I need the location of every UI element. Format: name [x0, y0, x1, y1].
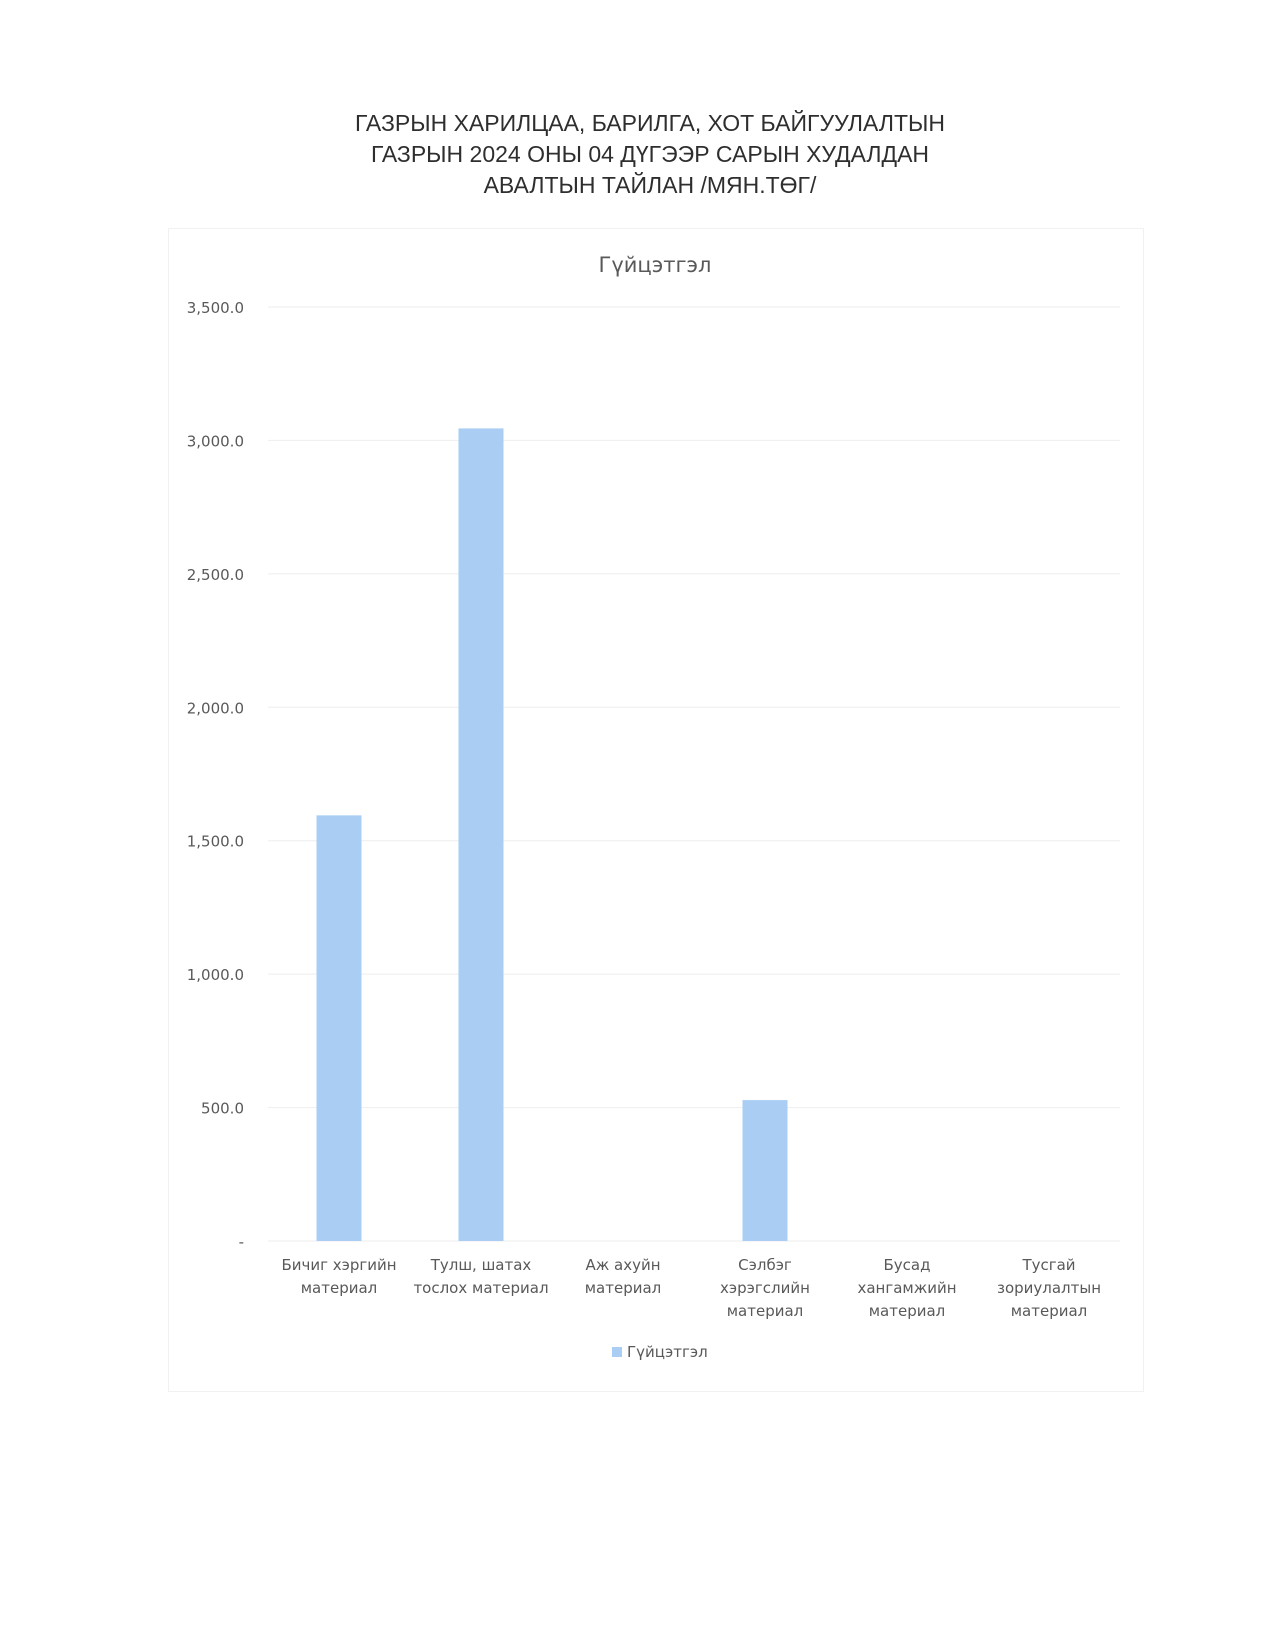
x-tick-label-line: тослох материал — [413, 1279, 549, 1297]
title-line-2: ГАЗРЫН 2024 ОНЫ 04 ДҮГЭЭР САРЫН ХУДАЛДАН — [370, 141, 930, 167]
x-tick-label-line: зориулалтын — [996, 1279, 1102, 1297]
x-tick-label-line: Аж ахуйн — [585, 1256, 661, 1274]
x-tick-label — [585, 1256, 662, 1297]
y-tick-label: 3,500.0 — [186, 299, 244, 317]
x-tick-label — [997, 1256, 1101, 1320]
x-tick-label-line: Тусгай — [1022, 1256, 1076, 1274]
y-tick-label: 3,000.0 — [186, 432, 244, 451]
x-tick-label-line: материал — [868, 1302, 946, 1320]
x-tick-label-line: материал — [300, 1279, 378, 1297]
y-tick-label: 500.0 — [201, 1099, 244, 1118]
legend-label: Гүйцэтгэл — [627, 1343, 708, 1361]
bar — [743, 1100, 788, 1241]
x-tick-label-line: хэрэгслийн — [720, 1279, 810, 1297]
title-line-1: ГАЗРЫН ХАРИЛЦАА, БАРИЛГА, ХОТ БАЙГУУЛАЛТЫН — [355, 110, 945, 136]
x-tick-label-line: Тулш, шатах — [430, 1256, 532, 1274]
x-tick-label — [857, 1256, 956, 1320]
legend-swatch — [612, 1347, 622, 1357]
x-tick-label-line: Бичиг хэргийн — [281, 1256, 397, 1274]
x-tick-label-line: Бусад — [883, 1256, 931, 1274]
bar — [459, 428, 504, 1241]
y-tick-label: - — [238, 1233, 244, 1251]
y-tick-label: 1,500.0 — [186, 832, 244, 851]
x-tick-label-line: Сэлбэг — [738, 1256, 792, 1274]
x-tick-label-line: материал — [726, 1302, 804, 1320]
x-tick-label-line: материал — [584, 1279, 662, 1297]
y-tick-label: 1,000.0 — [186, 966, 244, 985]
x-tick-label-line: материал — [1010, 1302, 1088, 1320]
x-tick-label — [281, 1256, 396, 1297]
chart-legend — [612, 1343, 708, 1361]
x-tick-label — [413, 1256, 548, 1297]
bar — [317, 815, 362, 1241]
chart-title: Гүйцэтгэл — [598, 253, 712, 277]
x-tick-label — [720, 1256, 810, 1320]
x-tick-label-line: хангамжийн — [857, 1279, 957, 1297]
y-tick-label: 2,000.0 — [186, 699, 244, 718]
title-line-3: АВАЛТЫН ТАЙЛАН /МЯН.ТӨГ/ — [483, 172, 817, 198]
y-tick-label: 2,500.0 — [186, 565, 244, 584]
